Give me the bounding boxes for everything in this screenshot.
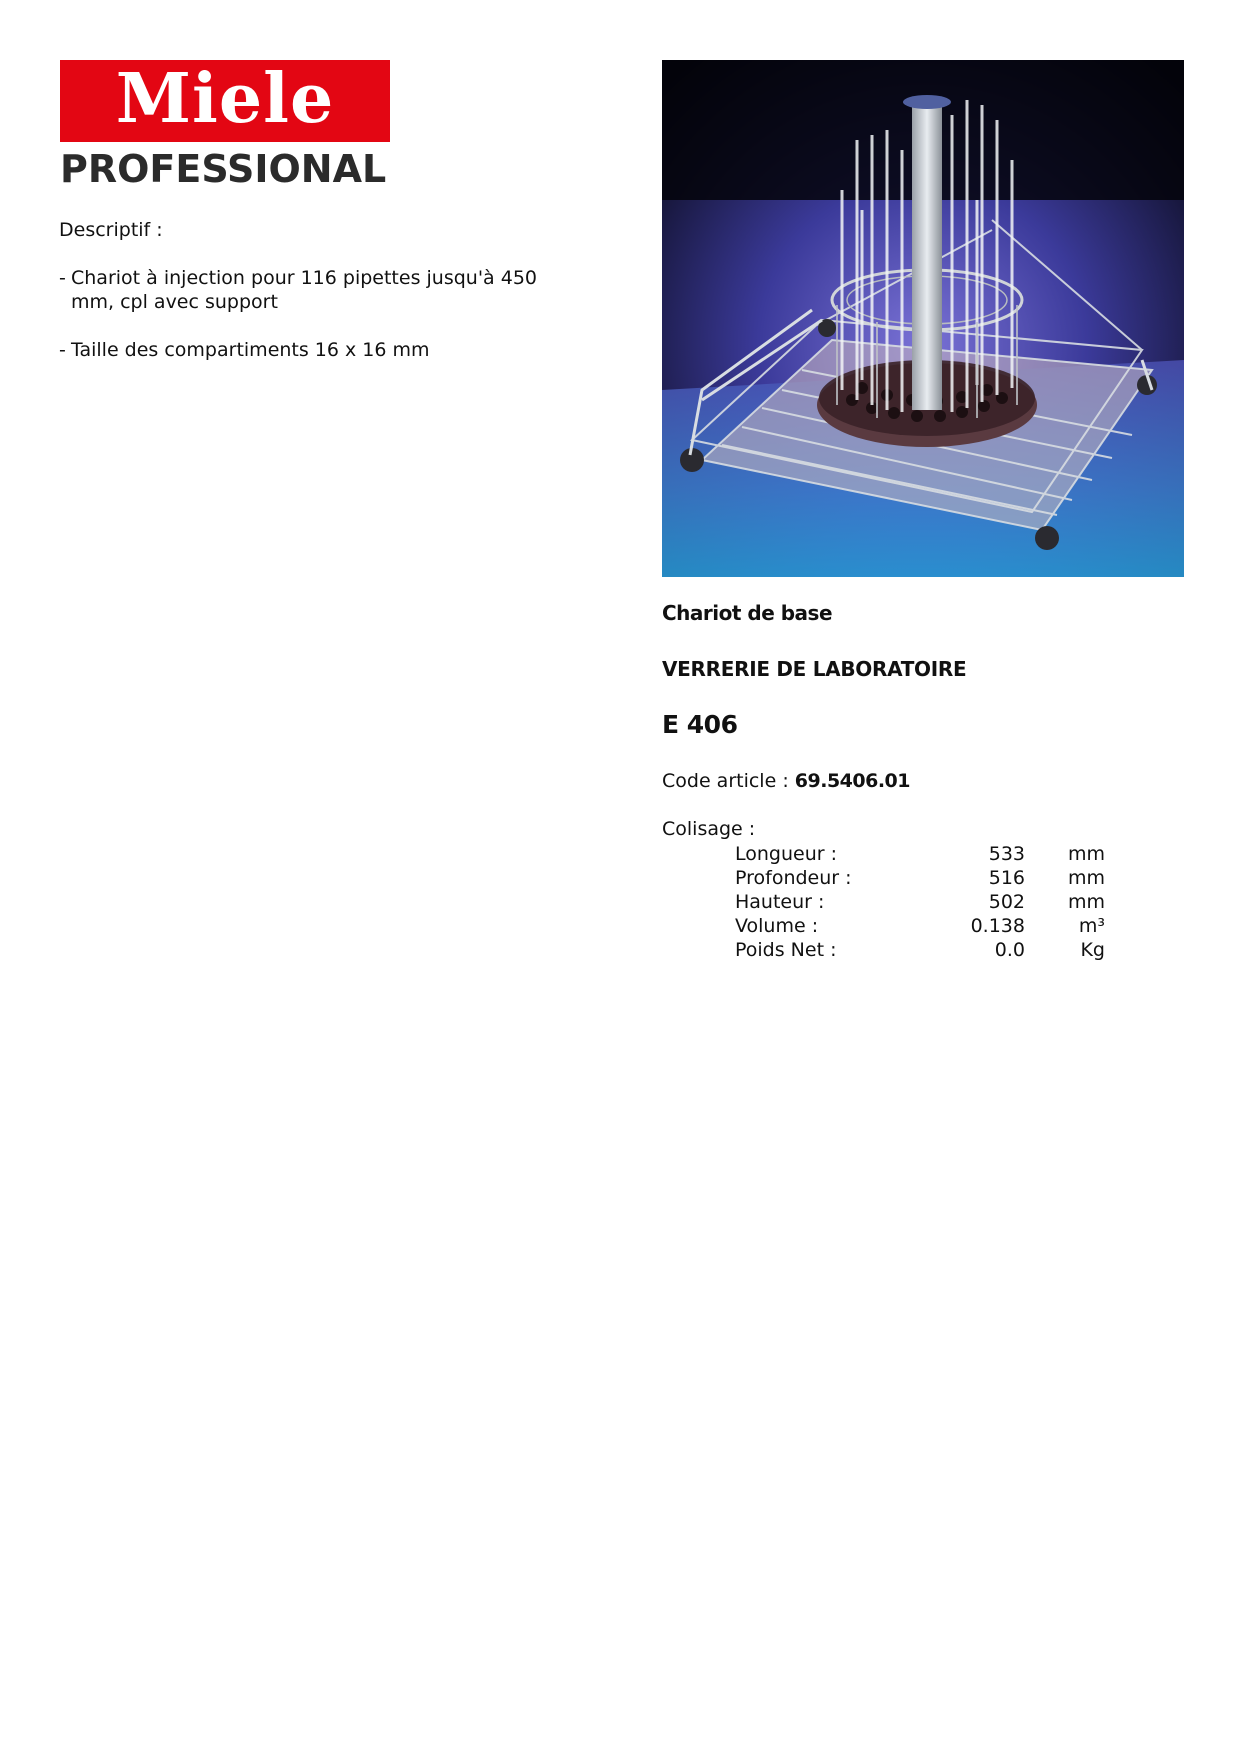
- packaging-unit: m³: [1078, 915, 1105, 937]
- brand-logo: [60, 60, 390, 192]
- description-item-text: Chariot à injection pour 116 pipettes jusqu'à 450 mm, cpl avec support: [71, 267, 538, 313]
- packaging-unit: mm: [1067, 891, 1105, 913]
- packaging-table: [735, 842, 1105, 962]
- packaging-label: Profondeur :: [735, 867, 852, 889]
- packaging-heading: Colisage :: [662, 818, 756, 840]
- logo-red-banner: [60, 60, 390, 142]
- packaging-row: [735, 866, 1105, 890]
- logo-wordmark: Miele: [115, 59, 335, 139]
- article-code: [662, 770, 1202, 792]
- packaging-value: 0.138: [970, 915, 1025, 937]
- packaging-row: [735, 914, 1105, 938]
- packaging-unit: mm: [1067, 843, 1105, 865]
- packaging-unit: mm: [1067, 867, 1105, 889]
- packaging-value: 0.0: [994, 939, 1025, 961]
- packaging-row: [735, 842, 1105, 866]
- packaging-label: Volume :: [735, 915, 819, 937]
- description-item: [59, 338, 579, 362]
- article-code-value: 69.5406.01: [794, 770, 910, 792]
- packaging-unit: Kg: [1080, 939, 1105, 961]
- product-photo: [662, 60, 1184, 577]
- product-category: VERRERIE DE LABORATOIRE: [662, 657, 967, 681]
- description-item: [59, 266, 579, 314]
- packaging-label: Poids Net :: [735, 939, 837, 961]
- description-heading: Descriptif :: [59, 219, 163, 241]
- logo-subtitle: PROFESSIONAL: [60, 147, 387, 191]
- bullet-dash: -: [59, 267, 66, 289]
- description-item-text: Taille des compartiments 16 x 16 mm: [71, 339, 430, 361]
- packaging-row: [735, 890, 1105, 914]
- pipette-cart-illustration: [662, 60, 1184, 577]
- packaging-value: 502: [988, 891, 1025, 913]
- packaging-value: 533: [988, 843, 1025, 865]
- packaging-label: Hauteur :: [735, 891, 825, 913]
- description-block: [59, 218, 579, 386]
- packaging-row: [735, 938, 1105, 962]
- product-model: E 406: [662, 710, 738, 739]
- bullet-dash: -: [59, 339, 66, 361]
- article-code-label: Code article :: [662, 770, 789, 792]
- packaging-value: 516: [988, 867, 1025, 889]
- product-type: Chariot de base: [662, 601, 833, 625]
- packaging-label: Longueur :: [735, 843, 838, 865]
